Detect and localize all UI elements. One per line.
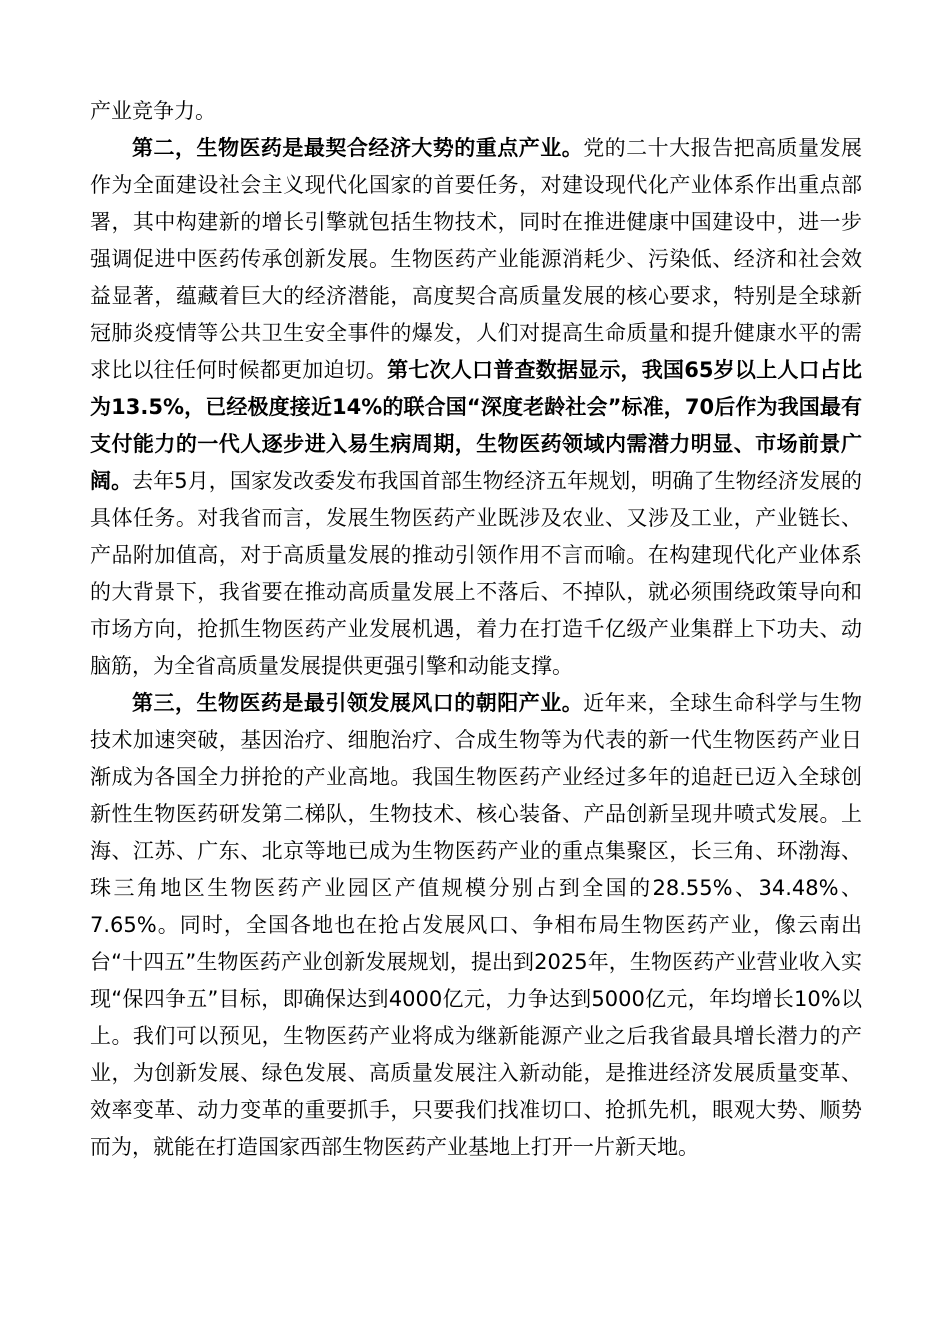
document-page <box>90 93 862 1166</box>
paragraph-third-point <box>90 685 862 1166</box>
paragraph-heading: 第三，生物医药是最引领发展风口的朝阳产业。 <box>132 691 584 715</box>
paragraph-second-point <box>90 130 862 685</box>
paragraph-text: 近年来，全球生命科学与生物技术加速突破，基因治疗、细胞治疗、合成生物等为代表的新一代生物医药产业日渐成为各国全力拼抢的产业高地。我国生物医药产业经过多年的追赶已迈入全球创新性生物医药研发第二梯队，生物技术、核心装备、产品创新呈现井喷式发展。上海、江苏、广东、北京等地已成为生物医药产业的重点集聚区，长三角、环渤海、珠三角地区生物医药产业园区产值规模分别占到全国的28.55%、34.48%、7.65%。同时，全国各地也在抢占发展风口、争相布局生物医药产业，像云南出台“十四五”生物医药产业创新发展规划，提出到2025年，生物医药产业营业收入实现“保四争五”目标，即确保达到4000亿元，力争达到5000亿元，年均增长10%以上。我们可以预见，生物医药产业将成为继新能源产业之后我省最具增长潜力的产业，为创新发展、绿色发展、高质量发展注入新动能，是推进经济发展质量变革、效率变革、动力变革的重要抓手，只要我们找准切口、抢抓先机，眼观大势、顺势而为，就能在打造国家西部生物医药产业基地上打开一片新天地。 <box>90 691 863 1159</box>
paragraph-continuation <box>90 93 862 130</box>
paragraph-heading: 第二，生物医药是最契合经济大势的重点产业。 <box>132 136 584 160</box>
paragraph-text: 产业竞争力。 <box>90 99 216 123</box>
paragraph-text: 去年5月，国家发改委发布我国首部生物经济五年规划，明确了生物经济发展的具体任务。对我省而言，发展生物医药产业既涉及农业、又涉及工业，产业链长、产品附加值高，对于高质量发展的推动引领作用不言而喻。在构建现代化产业体系的大背景下，我省要在推动高质量发展上不落后、不掉队，就必须围绕政策导向和市场方向，抢抓生物医药产业发展机遇，着力在打造千亿级产业集群上下功夫、动脑筋，为全省高质量发展提供更强引擎和动能支撑。 <box>90 469 863 678</box>
paragraph-emphasis: 第七次人口普查数据显示，我国65岁以上人口占比为13.5%，已经极度接近14%的联合国“深度老龄社会”标准，70后作为我国最有支付能力的一代人逐步进入易生病周期，生物医药领域内需潜力明显、市场前景广阔。 <box>90 358 862 493</box>
paragraph-text: 党的二十大报告把高质量发展作为全面建设社会主义现代化国家的首要任务，对建设现代化产业体系作出重点部署，其中构建新的增长引擎就包括生物技术，同时在推进健康中国建设中，进一步强调促进中医药传承创新发展。生物医药产业能源消耗少、污染低、经济和社会效益显著，蕴藏着巨大的经济潜能，高度契合高质量发展的核心要求，特别是全球新冠肺炎疫情等公共卫生安全事件的爆发，人们对提高生命质量和提升健康水平的需求比以往任何时候都更加迫切。 <box>90 136 863 382</box>
